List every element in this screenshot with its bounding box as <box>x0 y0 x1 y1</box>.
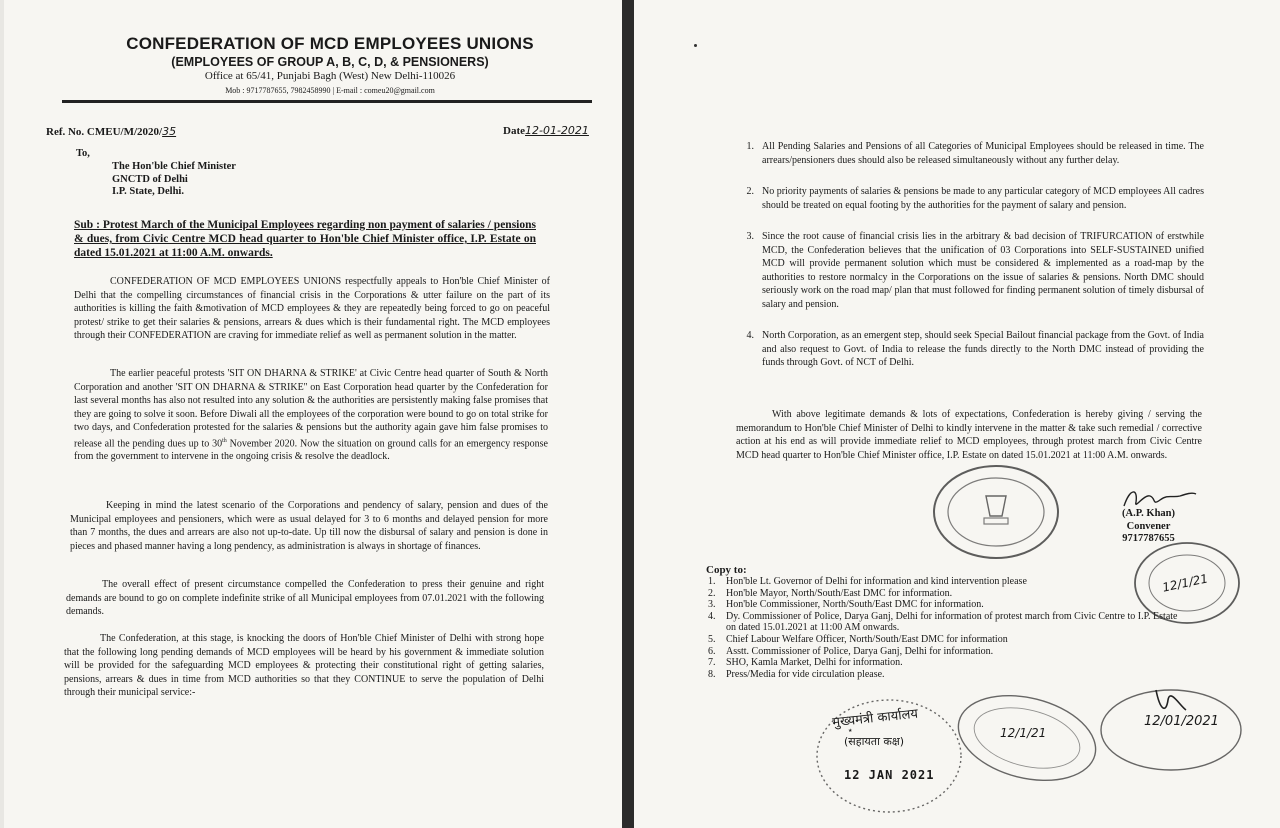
copy-to-text: Dy. Commissioner of Police, Darya Ganj, Delhi for information of protest march from Civic Centre to I.P. Estate on dated 15.01.2021 at 11:00 AM onwards. <box>726 610 1178 634</box>
copy-to-item <box>708 634 1178 646</box>
subject-line: Sub : Protest March of the Municipal Employees regarding non payment of salaries / pensions & dues, from Civic Centre MCD head quarter to Hon'ble Chief Minister office, I.P. Estate on dated 15.01.2021 at 11:00 A.M. onwards. <box>74 219 536 259</box>
copy-to-item <box>708 657 1178 669</box>
letter-page-2 <box>634 0 1280 828</box>
copy-to-item <box>708 588 1178 600</box>
demand-text: North Corporation, as an emergent step, should seek Special Bailout financial package from the Govt. of India and also request to Govt. of India to release the funds directly to the North DMC instead of providing the funds through Govt. of NCT of Delhi. <box>762 330 1204 368</box>
demand-number: 2. <box>746 186 754 197</box>
copy-to-text: Hon'ble Mayor, North/South/East DMC for information. <box>726 587 953 599</box>
recipient-line: I.P. State, Delhi. <box>112 186 184 197</box>
letterhead-divider <box>62 100 592 103</box>
receipt-stamp-hindi-subtitle: (सहायता कक्ष) <box>844 735 905 748</box>
copy-to-item <box>708 646 1178 658</box>
body-paragraph-1: CONFEDERATION OF MCD EMPLOYEES UNIONS respectfully appeals to Hon'ble Chief Minister of Delhi that the compelling circumstances of financial crisis in the Corporations & utter failure on the part of its authorities is killing the faith &motivation of MCD employees & they are repeatedly being forced to go on peaceful protest/ strike to get their salaries & pensions, arrears & dues which is their fundamental right. The MCD employees through their CONFEDERATION are craving for immediate relief as well as permanent solution in the matter. <box>74 276 550 341</box>
recipient-line: The Hon'ble Chief Minister <box>112 161 236 172</box>
copy-to-text: Hon'ble Commissioner, North/South/East DMC for information. <box>726 599 984 611</box>
recipient-address <box>112 161 236 199</box>
body-paragraph-2 <box>74 367 548 464</box>
demand-number: 1. <box>746 141 754 152</box>
copy-to-item <box>708 576 1178 588</box>
copy-to-number: 6. <box>708 645 716 657</box>
copy-to-text: Press/Media for vide circulation please. <box>726 668 885 680</box>
copy-to-number: 8. <box>708 668 716 680</box>
copy-to-number: 4. <box>708 610 716 622</box>
demand-item <box>730 230 1204 311</box>
to-label: To, <box>76 148 90 159</box>
copy-to-list <box>708 576 1178 680</box>
demand-number: 4. <box>746 330 754 341</box>
body-paragraph-4: The overall effect of present circumstance compelled the Confederation to press their genuine and right demands are bound to go on complete indefinite strike of all Municipal employees from 07.01.2021 with the following demands. <box>66 579 544 617</box>
copy-to-number: 7. <box>708 657 716 669</box>
copy-to-item <box>708 599 1178 611</box>
letter-page-1 <box>0 0 622 828</box>
closing-paragraph: With above legitimate demands & lots of expectations, Confederation is hereby giving / serving the memorandum to Hon'ble Chief Minister of Delhi to kindly intervene in the matter & take such remedial / corrective action at his end as will provide immediate relief to MCD employees, through protest march from Civic Centre MCD head quarter to Hon'ble Chief Minister office, I.P. Estate on dated 15.01.2021 at 11:00 A.M. onwards. <box>736 409 1202 461</box>
letterhead-subtitle: (EMPLOYEES OF GROUP A, B, C, D, & PENSIONERS) <box>171 55 489 69</box>
received-stamp-date: 12/01/2021 <box>1144 714 1219 729</box>
signatory-name: (A.P. Khan) <box>1122 508 1175 519</box>
copy-to-number: 3. <box>708 599 716 611</box>
body-paragraph-3: Keeping in mind the latest scenario of the Corporations and pendency of salary, pension and dues of the Municipal employees and pensioners, which were as usual delayed for 3 to 6 months and delayed pension for more than 7 months, the dues and arrears are also not up-to-date. Up till now the disbursal of salary and pension is done in pieces and phased manner having a long pendency, as administration is always in shortage of finances. <box>70 500 548 552</box>
copy-to-text: Asstt. Commissioner of Police, Darya Ganj, Delhi for information. <box>726 645 994 657</box>
reference-handwritten: 35 <box>162 125 177 138</box>
demand-number: 3. <box>746 231 754 242</box>
copy-to-number: 5. <box>708 633 716 645</box>
ink-speck <box>694 44 697 47</box>
letter-date <box>503 124 589 137</box>
demand-item <box>730 185 1204 212</box>
page-edge-shadow <box>0 0 4 828</box>
demand-text: No priority payments of salaries & pensions be made to any particular category of MCD employees All cadres should be treated on equal footing by the authorities for the payment of salary and pension. <box>762 186 1204 211</box>
copy-to-text: SHO, Kamla Market, Delhi for information. <box>726 657 903 669</box>
body-paragraph-5: The Confederation, at this stage, is knocking the doors of Hon'ble Chief Minister of Delhi with strong hope that the following long pending demands of MCD employees will be heard by his government & immediate solution will be provided for the safeguarding MCD employees & protecting their constitutional right of getting salaries, pensions, arrears & dues in time from MCD authorities so that they CONTINUE to serve the population of Delhi through their municipal service:- <box>64 633 544 698</box>
date-label: Date <box>503 125 525 137</box>
copy-to-label: Copy to: <box>706 564 747 576</box>
reference-label: Ref. No. CMEU/M/2020/ <box>46 126 163 138</box>
signatory-phone: 9717787655 <box>1122 533 1175 544</box>
demand-item <box>730 140 1204 167</box>
copy-to-item <box>708 611 1178 634</box>
svg-text:★: ★ <box>848 729 853 734</box>
letterhead-title: CONFEDERATION OF MCD EMPLOYEES UNIONS <box>126 34 534 53</box>
raj-niwas-stamp-date: 12/1/21 <box>1161 571 1210 595</box>
dak-stamp-date: 12/1/21 <box>1000 726 1047 740</box>
paragraph-2-text-a: The earlier peaceful protests 'SIT ON DHARNA & STRIKE' at Civic Centre head quarter of South & North Corporation and another 'SIT ON DHARNA & STRIKE'' on East Corporation head quarter by the Confederation for last several months has also not resulted into any solution & the authorities are persistently making false promises that they are going to solve it soon. Before Diwali all the employees of the corporation were bound to go on total strike for two days, and Confederation protested for the salaries & pensions but the authority again gave him false promises to release all the pending dues up to 30 <box>74 368 548 449</box>
demand-item <box>730 329 1204 370</box>
receipt-stamp-hindi-title: मुख्यमंत्री कार्यालय <box>831 706 919 731</box>
copy-to-number: 1. <box>708 576 716 587</box>
copy-to-number: 2. <box>708 587 716 599</box>
signatory-designation: Convener <box>1126 520 1171 532</box>
official-emblem-stamp <box>928 460 1064 564</box>
superscript-th: th <box>222 437 227 444</box>
reference-number <box>46 125 176 138</box>
copy-to-text: Chief Labour Welfare Officer, North/South/East DMC for information <box>726 633 1008 645</box>
demand-text: Since the root cause of financial crisis lies in the arbitrary & bad decision of TRIFURCATION of erstwhile MCD, the Confederation believes that the unification of 03 Corporations into SELF-SUSTAINED unified MCD will provide permanent solution which must be considered & implemented as a road-map by the authorities to restore normalcy in the Corporations on the issue of salaries & pensions. North DMC should seriously work on the road map/ plan that must followed for finding permanent solution of timely disbursal of salary and pension. <box>762 231 1204 310</box>
paragraph-2-text-b: November 2020. Now the situation on ground calls for an emergency response from the government to intervene in the ongoing crisis & resolve the deadlock. <box>74 437 548 463</box>
receipt-stamp-date: 12 JAN 2021 <box>844 768 935 782</box>
date-handwritten: 12-01-2021 <box>525 124 589 137</box>
copy-to-item <box>708 669 1178 681</box>
demand-text: All Pending Salaries and Pensions of all Categories of Municipal Employees should be released in time. The arrears/pensioners dues should also be released simultaneously without any further delay. <box>762 141 1204 166</box>
letterhead-contact: Mob : 9717787655, 7982458990 | E-mail : comeu20@gmail.com <box>225 86 435 95</box>
recipient-line: GNCTD of Delhi <box>112 173 188 185</box>
copy-to-text: Hon'ble Lt. Governor of Delhi for information and kind intervention please <box>726 576 1027 587</box>
demands-list <box>730 140 1204 388</box>
letterhead-office-address: Office at 65/41, Punjabi Bagh (West) New Delhi-110026 <box>204 70 456 82</box>
